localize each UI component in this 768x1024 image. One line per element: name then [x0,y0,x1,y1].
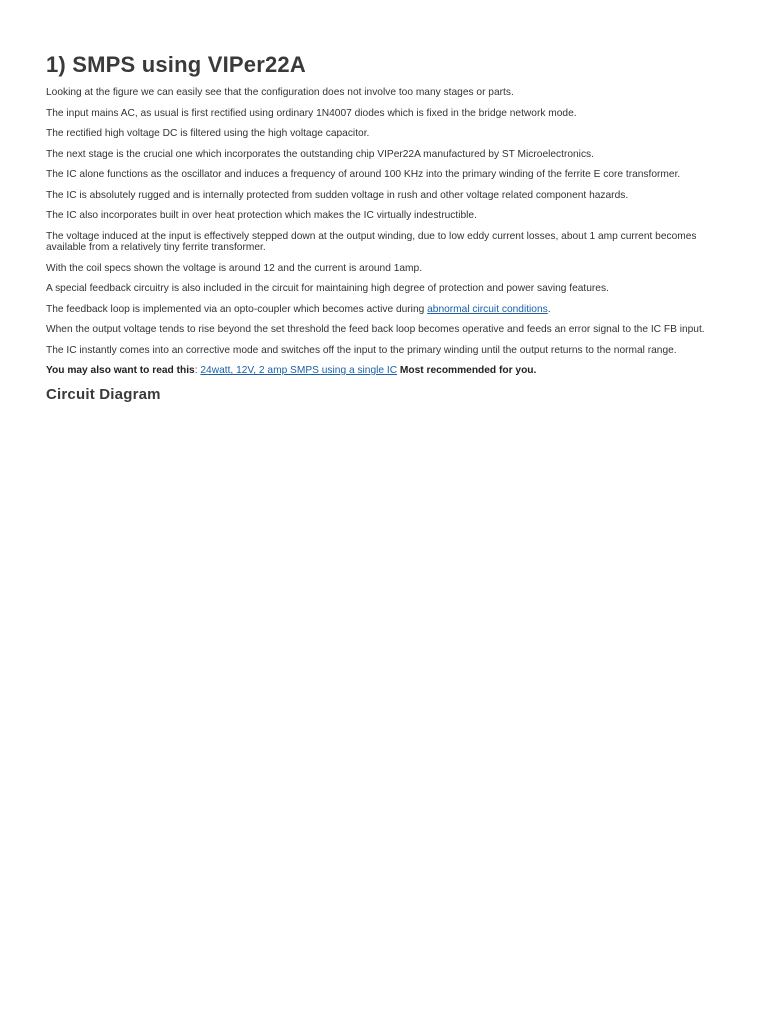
page-title: 1) SMPS using VIPer22A [46,52,306,77]
paragraph-5: The IC alone functions as the oscillator and induces a frequency of around 100 KHz into the primary winding of the ferrite E core transformer. [46,169,681,180]
recommendation-label: You may also want to read this [46,365,195,376]
article [46,52,714,404]
abnormal-conditions-link[interactable]: abnormal circuit conditions [427,303,548,315]
recommended-article-link[interactable]: 24watt, 12V, 2 amp SMPS using a single IC [200,365,398,376]
paragraph-feedback-text: The feedback loop is implemented via an opto-coupler which becomes active during [46,303,428,315]
paragraph-11: When the output voltage tends to rise beyond the set threshold the feed back loop becomes operative and feeds an error signal to the IC FB input. [46,324,705,335]
paragraph-3: The rectified high voltage DC is filtered using the high voltage capacitor. [46,128,370,139]
paragraph-7: The IC also incorporates built in over heat protection which makes the IC virtually indestructible. [46,210,477,221]
recommendation-suffix: Most recommended for you. [397,365,537,376]
paragraph-4: The next stage is the crucial one which incorporates the outstanding chip VIPer22A manufactured by ST Microelectronics. [46,148,594,160]
paragraph-1: Looking at the figure we can easily see that the configuration does not involve too many stages or parts. [46,87,514,98]
paragraph-9: With the coil specs shown the voltage is around 12 and the current is around 1amp. [46,262,423,274]
paragraph-12: The IC instantly comes into an corrective mode and switches off the input to the primary winding until the output returns to the normal range. [46,344,677,356]
paragraph-feedback-end: . [547,303,551,315]
paragraph-8: The voltage induced at the input is effectively stepped down at the output winding, due to low eddy current losses, about 1 amp current becomes available from a relatively tiny ferrite transformer. [46,230,697,253]
recommendation [46,365,714,377]
paragraph-10: A special feedback circuitry is also included in the circuit for maintaining high degree of protection and power saving features. [46,283,609,294]
paragraph-6: The IC is absolutely rugged and is internally protected from sudden voltage in rush and other voltage related component hazards. [46,189,629,201]
paragraph-2: The input mains AC, as usual is first rectified using ordinary 1N4007 diodes which is fixed in the bridge network mode. [46,107,577,119]
section-heading-circuit-diagram: Circuit Diagram [46,385,161,403]
recommendation-colon: : [194,365,198,376]
paragraph-feedback [46,304,714,316]
